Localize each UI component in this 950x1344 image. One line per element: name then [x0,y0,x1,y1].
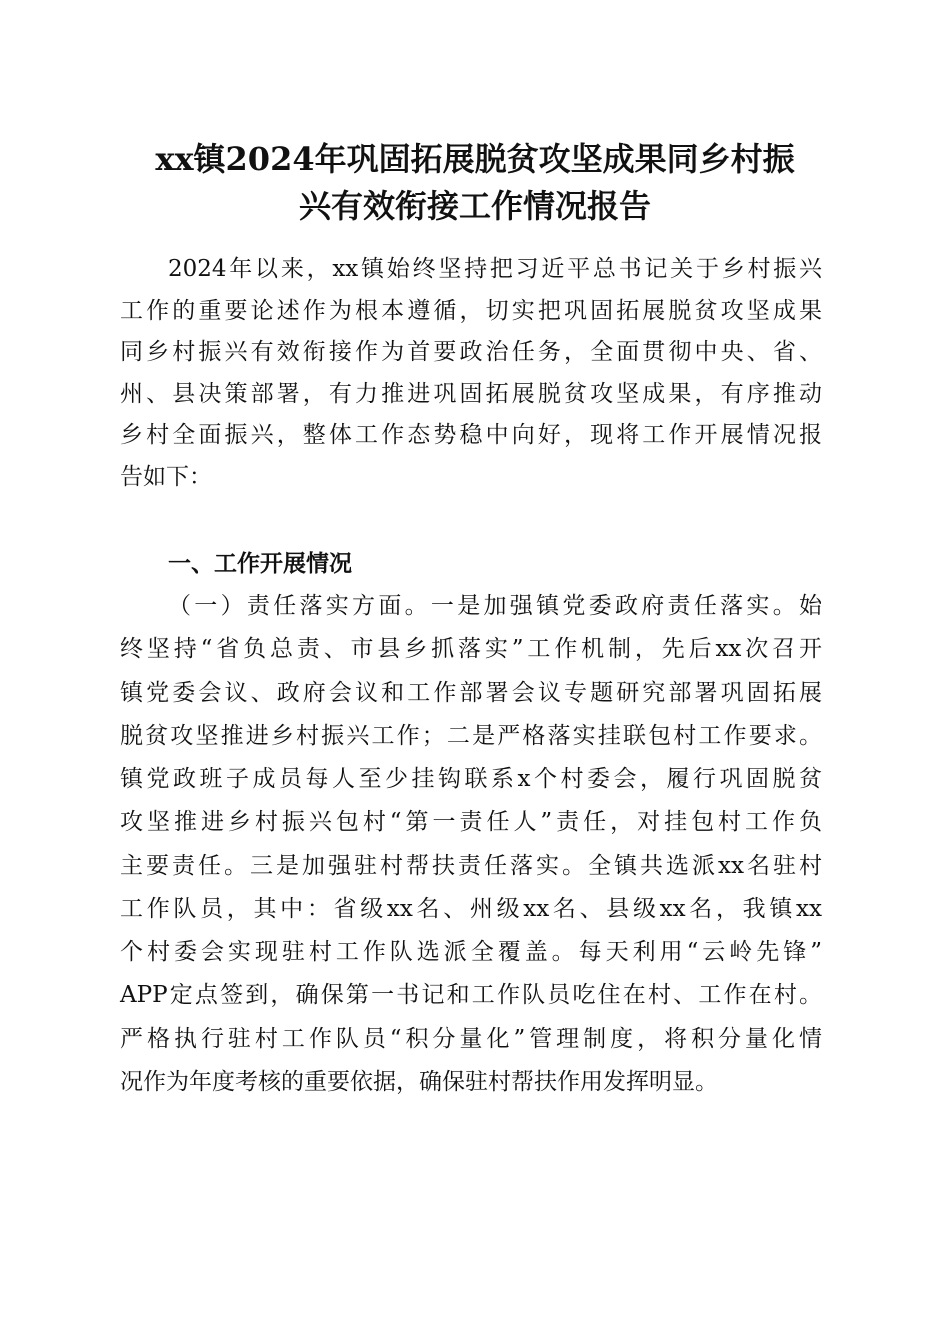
paragraph-line: 个村委会实现驻村工作队选派全覆盖。每天利用“云岭先锋” [120,939,822,965]
responsibility-paragraph [120,585,822,1104]
paragraph-line: 镇党政班子成员每人至少挂钩联系x个村委会，履行巩固脱贫 [120,766,822,792]
title-line: 兴有效衔接工作情况报告 [298,187,651,225]
paragraph-line: 州、县决策部署，有力推进巩固拓展脱贫攻坚成果，有序推动 [120,380,822,407]
paragraph-line: 镇党委会议、政府会议和工作部署会议专题研究部署巩固拓展 [120,679,822,706]
document-title [110,136,840,230]
paragraph-line: 告如下： [120,463,212,490]
paragraph-line: APP定点签到，确保第一书记和工作队员吃住在村、工作在村。 [120,982,822,1009]
paragraph-line: 攻坚推进乡村振兴包村“第一责任人”责任，对挂包村工作负 [120,809,822,836]
paragraph-line: 同乡村振兴有效衔接作为首要政治任务，全面贯彻中央、省、 [120,339,822,365]
paragraph-line: 主要责任。三是加强驻村帮扶责任落实。全镇共选派xx名驻村 [120,852,822,879]
paragraph-line: 严格执行驻村工作队员“积分量化”管理制度，将积分量化情 [120,1025,822,1052]
paragraph-line: 脱贫攻坚推进乡村振兴工作；二是严格落实挂联包村工作要求。 [120,722,822,749]
section-heading: 一、工作开展情况 [168,551,352,577]
paragraph-line: 工作的重要论述作为根本遵循，切实把巩固拓展脱贫攻坚成果 [120,297,822,324]
paragraph-line: 工作队员，其中：省级xx名、州级xx名、县级xx名，我镇xx [120,895,822,922]
paragraph-line: 乡村全面振兴，整体工作态势稳中向好，现将工作开展情况报 [120,422,822,448]
paragraph-line: 终坚持“省负总责、市县乡抓落实”工作机制，先后xx次召开 [120,636,822,663]
title-line: xx镇2024年巩固拓展脱贫攻坚成果同乡村振 [155,140,795,178]
paragraph-line: 2024年以来，xx镇始终坚持把习近平总书记关于乡村振兴 [168,256,822,282]
paragraph-line: 况作为年度考核的重要依据，确保驻村帮扶作用发挥明显。 [120,1068,718,1095]
paragraph-line: （一）责任落实方面。一是加强镇党委政府责任落实。始 [168,593,822,619]
intro-paragraph [120,249,822,498]
